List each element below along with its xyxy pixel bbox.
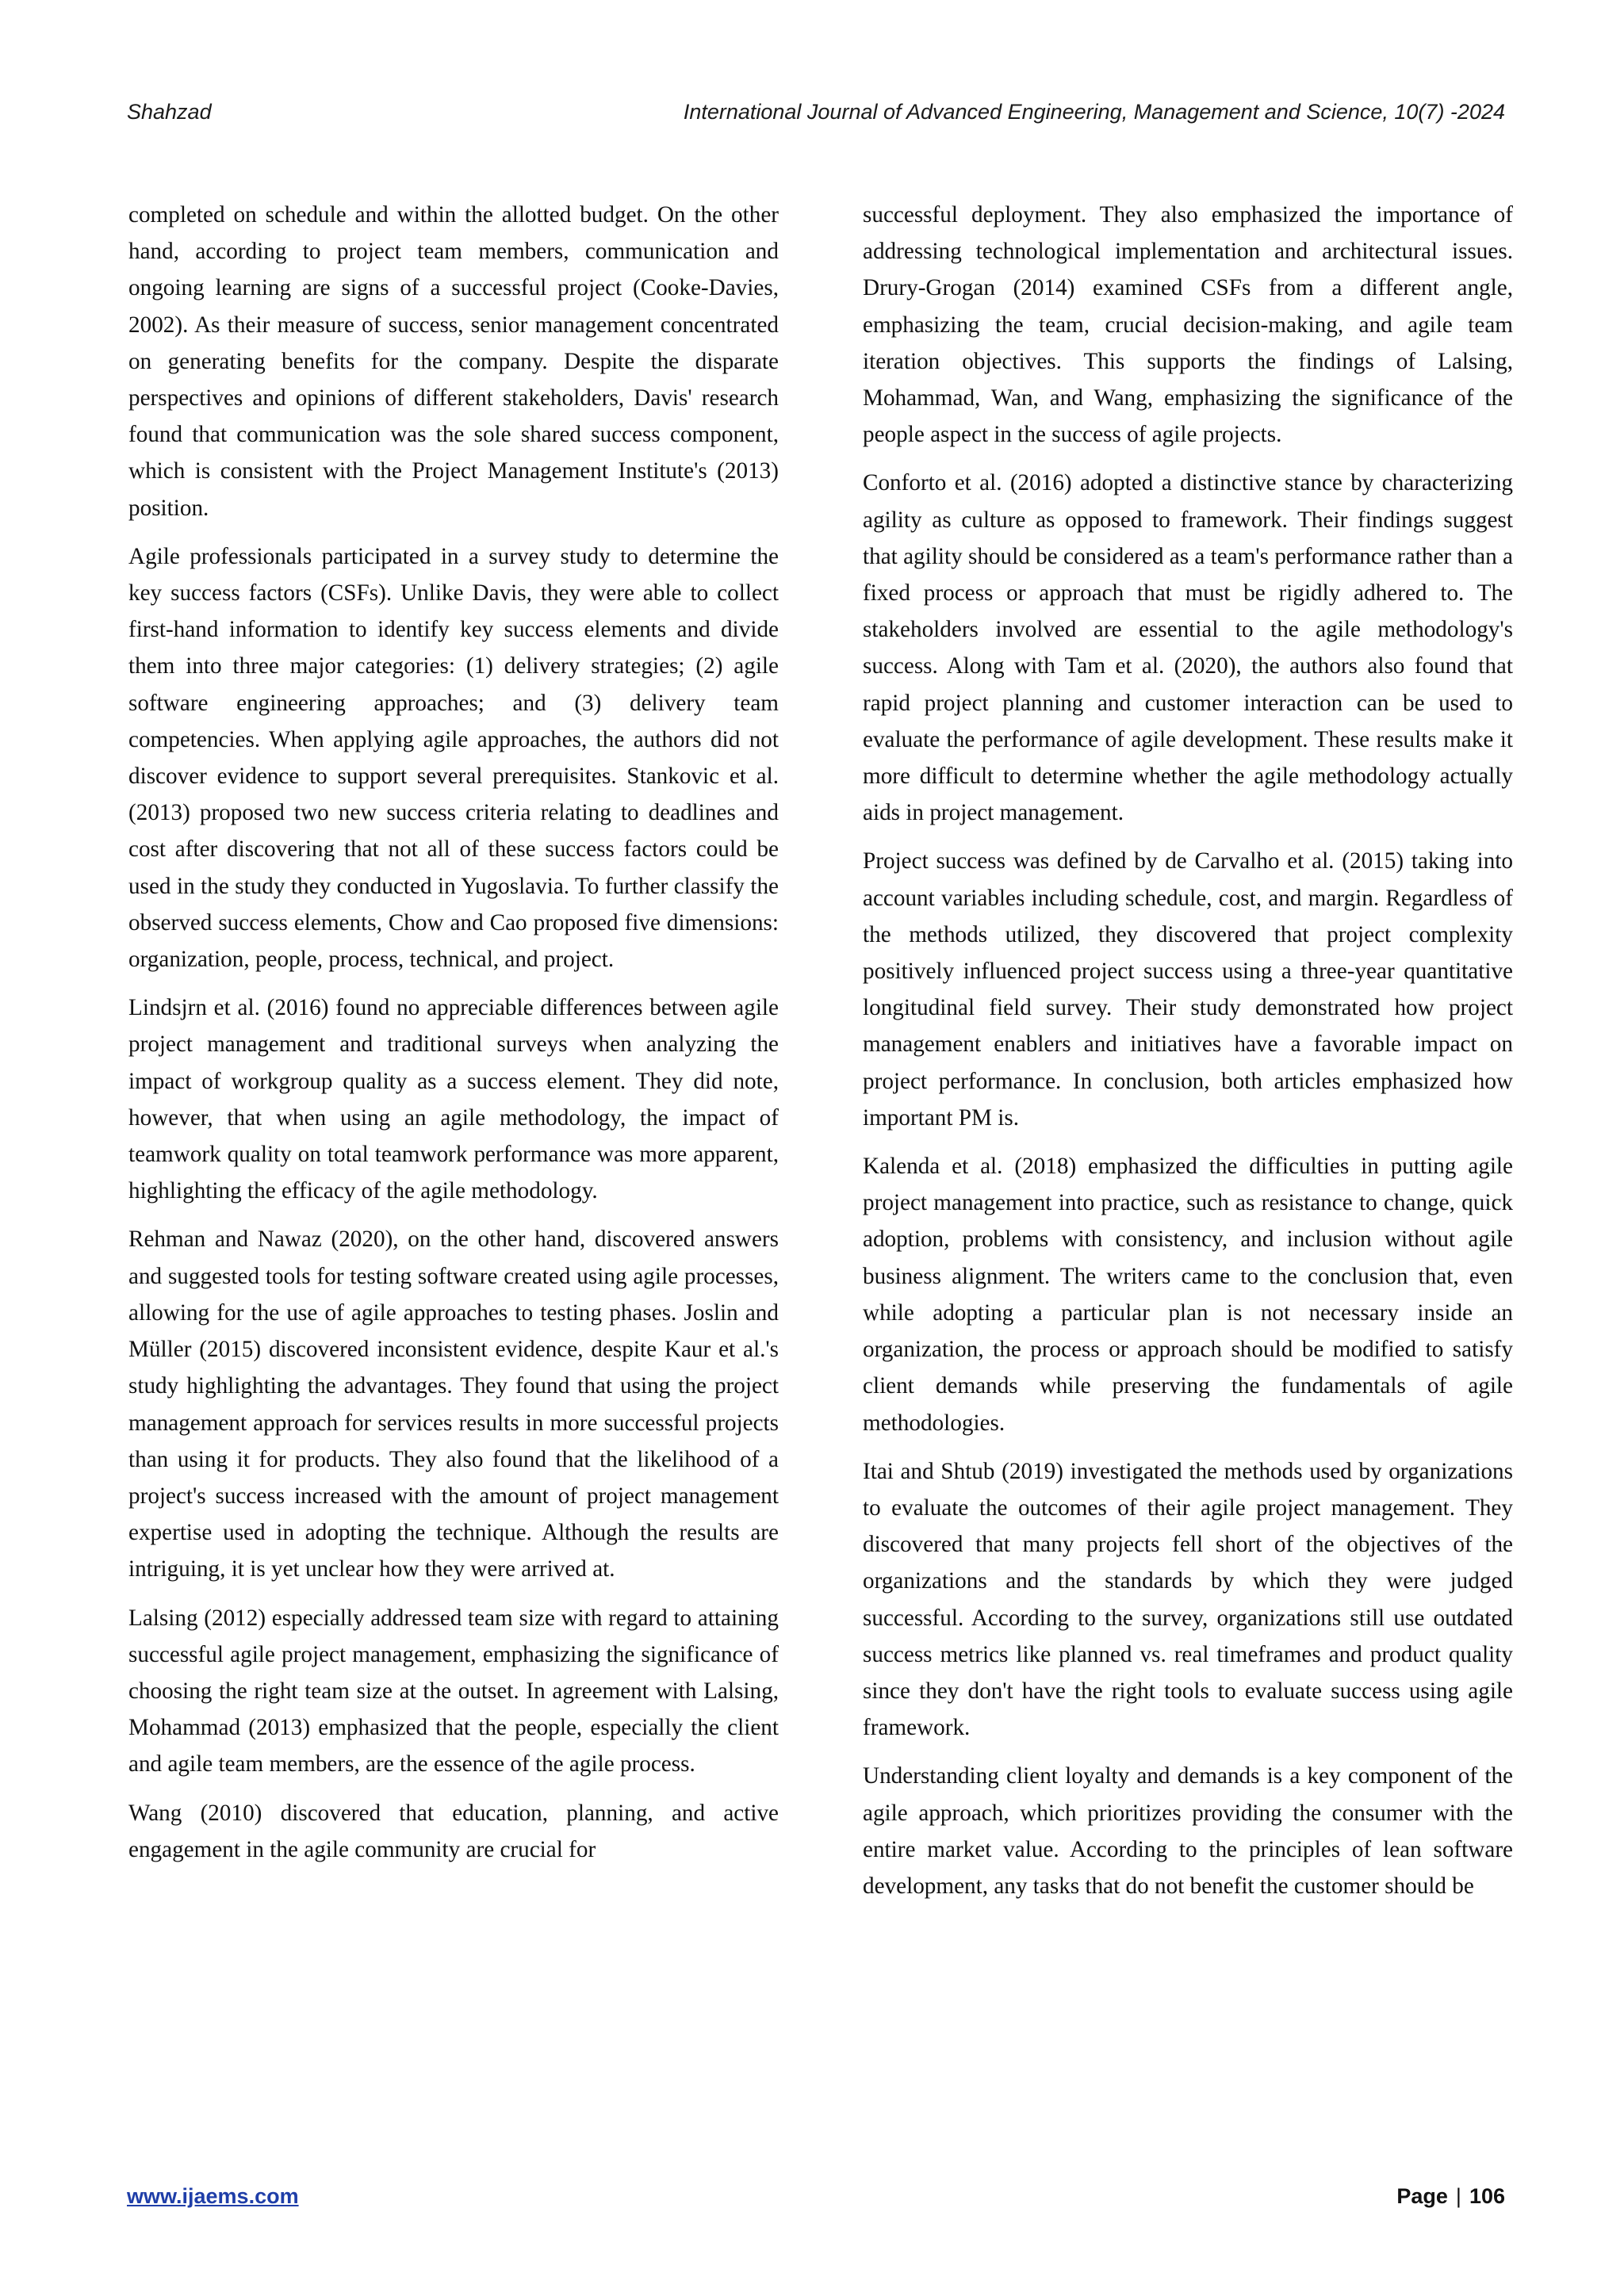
right-paragraph-3: Project success was defined by de Carvalho et al. (2015) taking into account variables including schedule, cost, and margin. Regardless of the methods utilized, they discovered that project complexity positively influenced project success using a three-year quantitative longitudinal field survey. Their study demonstrated how project management enablers and initiatives have a favorable impact on project performance. In conclusion, both articles emphasized how important PM is. <box>863 848 1513 1131</box>
left-paragraph-5: Lalsing (2012) especially addressed team size with regard to attaining successful agile project management, emphasizing the significance of choosing the right team size at the outset. In agreement with Lalsing, Mohammad (2013) emphasized that the people, especially the client and agile team members, are the essence of the agile process. <box>128 1605 779 1777</box>
page-label: Page <box>1396 2184 1448 2208</box>
right-column <box>863 197 1513 2107</box>
right-paragraph-4: Kalenda et al. (2018) emphasized the difficulties in putting agile project management into practice, such as resistance to change, quick adoption, problems with consistency, and inclusion without agile business alignment. The writers came to the conclusion that, even while adopting a particular plan is not necessary inside an organization, the process or approach should be modified to satisfy client demands while preserving the fundamentals of agile methodologies. <box>863 1154 1513 1436</box>
left-paragraph-4: Rehman and Nawaz (2020), on the other hand, discovered answers and suggested tools for testing software created using agile processes, allowing for the use of agile approaches to testing phases. Joslin and Müller (2015) discovered inconsistent evidence, despite Kaur et al.'s study highlighting the advantages. They found that using the project management approach for services results in more successful projects than using it for products. They also found that the likelihood of a project's success increased with the amount of project management expertise used in adopting the technique. Although the results are intriguing, it is yet unclear how they were arrived at. <box>128 1226 779 1582</box>
right-paragraph-2: Conforto et al. (2016) adopted a distinctive stance by characterizing agility as culture as opposed to framework. Their findings suggest that agility should be considered as a team's performance rather than a fixed process or approach that must be rigidly adhered to. The stakeholders involved are essential to the agile methodology's success. Along with Tam et al. (2020), the authors also found that rapid project planning and customer interaction can be used to evaluate the performance of agile development. These results make it more difficult to determine whether the agile methodology actually aids in project management. <box>863 470 1513 826</box>
body-columns <box>128 197 1513 2107</box>
right-paragraph-1: successful deployment. They also emphasized the importance of addressing technological implementation and architectural issues. Drury-Grogan (2014) examined CSFs from a different angle, emphasizing the team, crucial decision-making, and agile team iteration objectives. This supports the findings of Lalsing, Mohammad, Wan, and Wang, emphasizing the significance of the people aspect in the success of agile projects. <box>863 202 1513 448</box>
right-paragraph-6: Understanding client loyalty and demands is a key component of the agile approach, which prioritizes providing the consumer with the entire market value. According to the principles of lean software development, any tasks that do not benefit the customer should be <box>863 1763 1513 1899</box>
journal-website-link[interactable]: www.ijaems.com <box>127 2184 299 2208</box>
page-number: 106 <box>1469 2184 1505 2208</box>
right-paragraph-5: Itai and Shtub (2019) investigated the methods used by organizations to evaluate the outcomes of their agile project management. They discovered that many projects fell short of the objectives of the organizations and the standards by which they were judged successful. According to the survey, organizations still use outdated success metrics like planned vs. real timeframes and product quality since they don't have the right tools to evaluate success using agile framework. <box>863 1458 1513 1741</box>
left-paragraph-1: completed on schedule and within the allotted budget. On the other hand, according to project team members, communication and ongoing learning are signs of a successful project (Cooke-Davies, 2002). As their measure of success, senior management concentrated on generating benefits for the company. Despite the disparate perspectives and opinions of different stakeholders, Davis' research found that communication was the sole shared success component, which is consistent with the Project Management Institute's (2013) position. <box>128 202 779 521</box>
left-paragraph-2: Agile professionals participated in a survey study to determine the key success factors (CSFs). Unlike Davis, they were able to collect first-hand information to identify key success elements and divide them into three major categories: (1) delivery strategies; (2) agile software engineering approaches; and (3) delivery team competencies. When applying agile approaches, the authors did not discover evidence to support several prerequisites. Stankovic et al. (2013) proposed two new success criteria relating to deadlines and cost after discovering that not all of these success factors could be used in the study they conducted in Yugoslavia. To further classify the observed success elements, Chow and Cao proposed five dimensions: organization, people, process, technical, and project. <box>128 543 779 973</box>
running-footer <box>127 2184 1505 2216</box>
left-paragraph-6: Wang (2010) discovered that education, planning, and active engagement in the agile community are crucial for <box>128 1800 779 1862</box>
header-journal-citation: International Journal of Advanced Engineering, Management and Science, 10(7) -2024 <box>683 100 1505 124</box>
header-author: Shahzad <box>127 100 212 124</box>
left-paragraph-3: Lindsjrn et al. (2016) found no appreciable differences between agile project management and traditional surveys when analyzing the impact of workgroup quality as a success element. They did note, however, that when using an agile methodology, the impact of teamwork quality on total teamwork performance was more apparent, highlighting the efficacy of the agile methodology. <box>128 995 779 1204</box>
running-header <box>127 100 1505 132</box>
page-number-block <box>1396 2184 1505 2209</box>
left-column <box>128 197 779 2107</box>
page-separator: | <box>1455 2184 1461 2208</box>
